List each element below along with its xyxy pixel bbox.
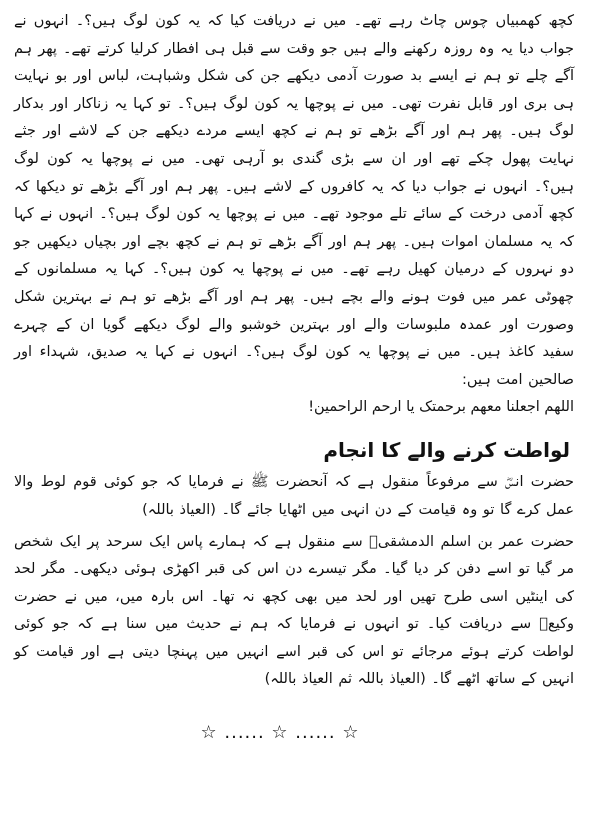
body-paragraph-dream-narration: کچھ کھمبیاں چوس چاٹ رہے تھے۔ میں نے دریافت کیا کہ یہ کون لوگ ہیں؟۔ انہوں نے جواب دیا یہ وہ روزہ رکھنے والے ہیں جو وقت سے قبل ہی افطار کرلیا کرتے تھے۔ پھر ہم آگے چلے تو ہم نے ایسے بد صورت آدمی دیکھے جن کی شکل وشباہت، لباس اور بو نہایت ہی بری اور قابل نفرت تھی۔ میں نے پوچھا یہ کون لوگ ہیں؟۔ تو کہا یہ زناکار اور بدکار لوگ ہیں۔ پھر ہم اور آگے بڑھے تو ہم نے کچھ ایسے مردے دیکھے جن کے لاشے اور جثے نہایت پھول چکے تھے اور ان سے بڑی گندی بو آرہی تھی۔ میں نے پوچھا یہ کون لوگ ہیں؟۔ انہوں نے جواب دیا کہ یہ کافروں کے لاشے ہیں۔ پھر ہم اور آگے بڑھے تو دیکھا کہ کچھ آدمی درخت کے سائے تلے موجود تھے۔ میں نے پوچھا یہ کون لوگ ہیں؟۔ انہوں نے کہا کہ یہ مسلمان اموات ہیں۔ پھر ہم اور آگے بڑھے تو ہم نے کچھ بچے اور بچیاں دیکھیں جو دو نہروں کے درمیان کھیل رہے تھے۔ میں نے پوچھا یہ کون ہیں؟۔ کہا یہ مسلمانوں کے چھوٹی عمر میں فوت ہونے والے بچے ہیں۔ پھر ہم اور آگے بڑھے تو ہم نے بہترین شکل وصورت اور عمدہ ملبوسات والے اور بہترین خوشبو والے لوگ دیکھے گویا ان کے چہرے سفید کاغذ ہیں۔ میں نے پوچھا یہ کون لوگ ہیں؟۔ انہوں نے کہا یہ صدیق، شہداء اور صالحین امت ہیں: (14, 13, 574, 388)
body-paragraph-hadith: حضرت انسؓ سے مرفوعاً منقول ہے کہ آنحضرت ﷺ نے فرمایا کہ جو کوئی قوم لوط والا عمل کرے گا تو وہ قیامت کے دن انہی میں اٹھایا جائے گا۔ (العیاذ باللہ) (14, 474, 574, 518)
section-heading: لواطت کرنے والے کا انجام (323, 438, 570, 463)
body-paragraph-narration: حضرت عمر بن اسلم الدمشقیؒ سے منقول ہے کہ ہمارے پاس ایک سرحد پر ایک شخص مر گیا تو اسے دفن کر دیا گیا۔ مگر تیسرے دن اس کی قبر اکھڑی ہوئی دیکھی۔ مگر لحد کی اینٹیں اسی طرح تھیں اور لحد میں بھی کچھ نہ تھا۔ اس بارہ میں، میں نے حضرت وکیعؒ سے دریافت کیا۔ تو انہوں نے فرمایا کہ ہم نے حدیث میں سنا ہے کہ جو کوئی لواطت کرتے ہوئے مرجائے تو اس کی قبر اسے انہیں میں پہنچا دیتی ہے اور قیامت کو انہیں کے ساتھ اٹھے گا۔ (العیاذ باللہ ثم العیاذ باللہ) (14, 533, 574, 688)
supplication-line: اللھم اجعلنا معھم برحمتک یا ارحم الراحمین! (308, 399, 574, 416)
star-divider-ornament: ☆ ...... ☆ ...... ☆ (200, 722, 360, 743)
document-page (14, 8, 574, 808)
